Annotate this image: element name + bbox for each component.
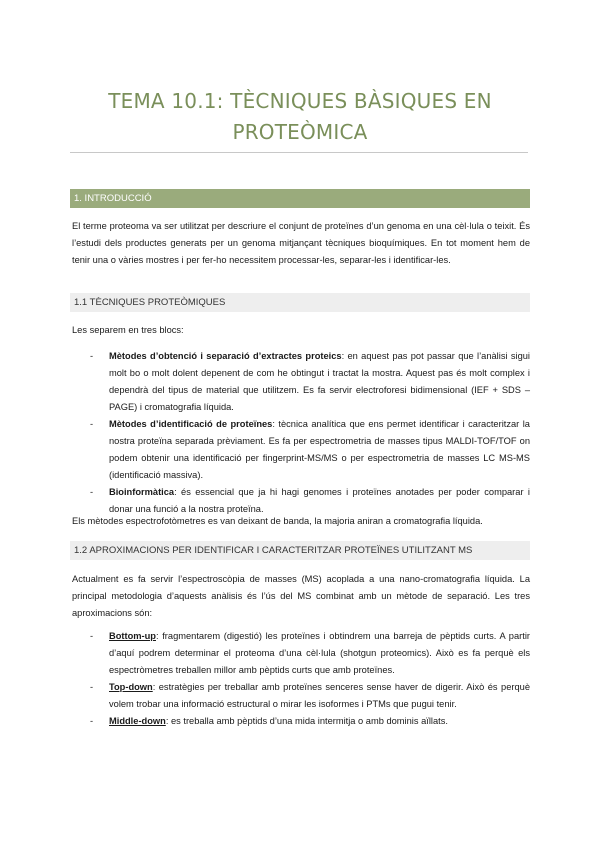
tecniques-lead: Les separem en tres blocs: (72, 325, 184, 335)
subsection-heading-tecniques: 1.1 TÈCNIQUES PROTEÒMIQUES (70, 293, 530, 312)
item-text: : es treballa amb pèptids d’una mida intermitja o amb dominis aïllats. (165, 716, 448, 726)
item-term: Bottom-up (109, 631, 156, 641)
list-item (72, 713, 530, 730)
item-text: : tècnica analítica que ens permet identificar i caracteritzar la nostra proteïna separada prèviament. Es fa per espectrometria de masses tipus MALDI-TOF/TOF on podem obtenir una identificació per fingerprint-MS/MS o per espectrometria de masses LC MS-MS (identificació massiva). (109, 419, 530, 480)
dash-bullet: - (90, 631, 94, 641)
item-text: : en aquest pas pot passar que l’anàlisi sigui molt bo o molt dolent depenent de com he obtingut i tractat la mostra. Aquest pas és molt complex i dependrà del tipus de material que utilitzem. Es fa servir electroforesi bidimensional (IEF + SDS – PAGE) i cromatografia líquida. (109, 351, 530, 412)
dash-bullet: - (90, 419, 94, 429)
tecniques-closing: Els mètodes espectrofotòmetres es van deixant de banda, la majoria aniran a cromatografia líquida. (72, 516, 483, 526)
item-text: : és essencial que ja hi hagi genomes i proteïnes anotades per poder comparar i donar una funció a la nostra proteïna. (109, 487, 530, 514)
tecniques-list (72, 348, 530, 518)
item-term: Mètodes d’identificació de proteïnes (109, 419, 273, 429)
dash-bullet: - (90, 716, 94, 726)
item-term: Mètodes d’obtenció i separació d’extractes proteics (109, 351, 342, 361)
item-text: : fragmentarem (digestió) les proteïnes i obtindrem una barreja de pèptids curts. A partir d’aquí podrem determinar el proteoma d’una cèl·lula (shotgun proteomics). Això es fa perquè els espectròmetres treballen millor amb pèptids curts que amb proteïnes. (109, 631, 530, 675)
aproximacions-list (72, 628, 530, 730)
list-item (72, 416, 530, 484)
list-item (72, 628, 530, 679)
item-text: : estratègies per treballar amb proteïnes senceres sense haver de digerir. Això és perquè volem trobar una informació estructural o mirar les isoformes i PTMs que pugui tenir. (109, 682, 530, 709)
dash-bullet: - (90, 682, 94, 692)
item-term: Bioinformàtica (109, 487, 175, 497)
page-title: TEMA 10.1: TÈCNIQUES BÀSIQUES EN PROTEÒMICA (108, 89, 492, 144)
item-term: Top-down (109, 682, 153, 692)
dash-bullet: - (90, 351, 94, 361)
item-term: Middle-down (109, 716, 166, 726)
intro-paragraph: El terme proteoma va ser utilitzat per descriure el conjunt de proteïnes d’un genoma en una cèl·lula o teixit. És l’estudi dels productes generats per un genoma mitjançant tècniques bioquímiques. En tot moment hem de tenir una o vàries mostres i per fer-ho necessitem processar-les, separar-les i identificar-les. (72, 221, 530, 265)
list-item (72, 348, 530, 416)
subsection-heading-aproximacions: 1.2 APROXIMACIONS PER IDENTIFICAR I CARACTERITZAR PROTEÏNES UTILITZANT MS (70, 541, 530, 560)
title-divider (70, 152, 528, 153)
aproximacions-paragraph: Actualment es fa servir l’espectroscòpia de masses (MS) acoplada a una nano-cromatografia líquida. La principal metodologia d’aquests anàlisis és l’ús del MS combinat amb un mètode de separació. Les tres aproximacions són: (72, 574, 530, 618)
dash-bullet: - (90, 487, 94, 497)
list-item (72, 679, 530, 713)
section-heading-introduccio: 1. INTRODUCCIÓ (70, 189, 530, 208)
